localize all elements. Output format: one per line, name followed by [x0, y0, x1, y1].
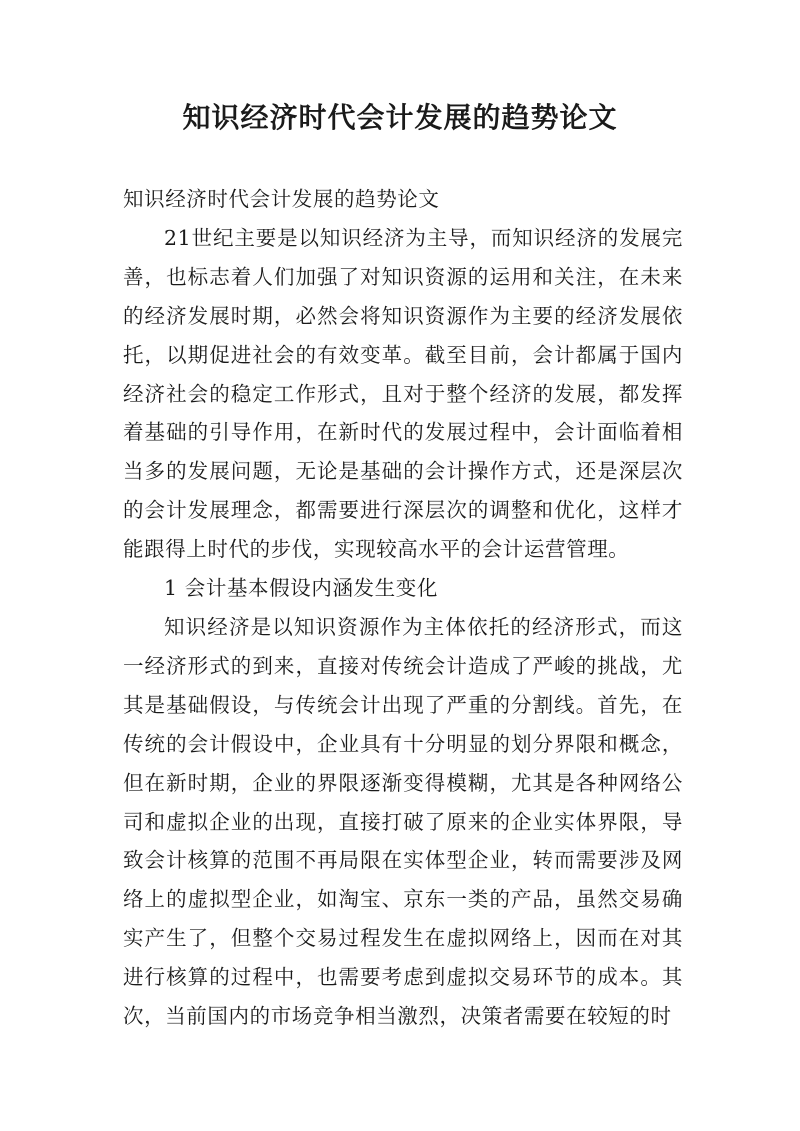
document-title: 知识经济时代会计发展的趋势论文 — [182, 101, 618, 134]
paragraph-intro: 21世纪主要是以知识经济为主导，而知识经济的发展完善，也标志着人们加强了对知识资源的运用和关注，在未来的经济发展时期，必然会将知识资源作为主要的经济发展依托，以期促进社会的有效变革。截至目前，会计都属于国内经济社会的稳定工作形式，且对于整个经济的发展，都发挥着基础的引导作用，在新时代的发展过程中，会计面临着相当多的发展问题，无论是基础的会计操作方式，还是深层次的会计发展理念，都需要进行深层次的调整和优化，这样才能跟得上时代的步伐，实现较高水平的会计运营管理。 — [123, 225, 683, 562]
document-subtitle: 知识经济时代会计发展的趋势论文 — [123, 187, 440, 211]
document-body — [123, 180, 683, 1036]
paragraph-section-1: 知识经济是以知识资源作为主体依托的经济形式，而这一经济形式的到来，直接对传统会计造成了严峻的挑战，尤其是基础假设，与传统会计出现了严重的分割线。首先，在传统的会计假设中，企业具有十分明显的划分界限和概念，但在新时期，企业的界限逐渐变得模糊，尤其是各种网络公司和虚拟企业的出现，直接打破了原来的企业实体界限，导致会计核算的范围不再局限在实体型企业，转而需要涉及网络上的虚拟型企业，如淘宝、京东一类的产品，虽然交易确实产生了，但整个交易过程发生在虚拟网络上，因而在对其进行核算的过程中，也需要考虑到虚拟交易环节的成本。其次，当前国内的市场竞争相当激烈，决策者需要在较短的时 — [123, 614, 683, 1029]
section-heading: 1 会计基本假设内涵发生变化 — [164, 576, 438, 601]
